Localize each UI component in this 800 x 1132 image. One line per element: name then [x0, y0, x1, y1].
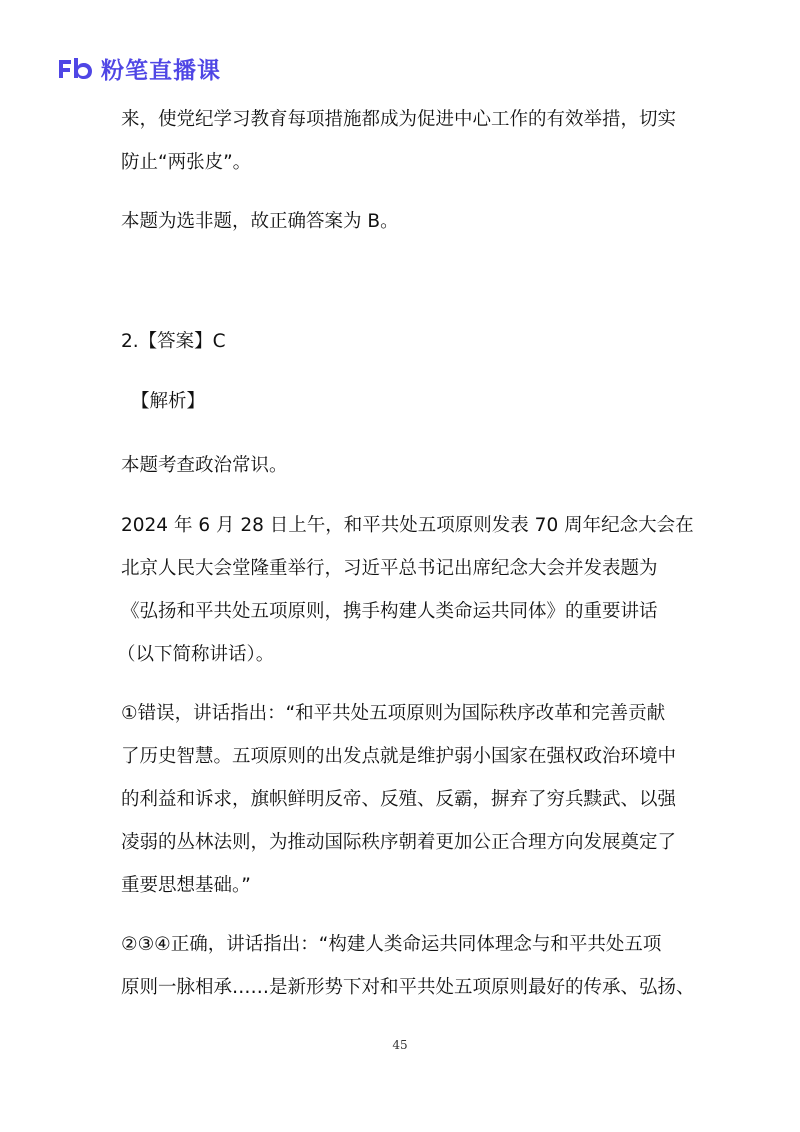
- text-line: 的利益和诉求，旗帜鲜明反帝、反殖、反霸，摒弃了穷兵黩武、以强: [121, 789, 677, 810]
- text-line: 本题考查政治常识。: [121, 455, 288, 476]
- text-line: （以下简称讲话）。: [117, 644, 275, 665]
- text-line: 来，使党纪学习教育每项措施都成为促进中心工作的有效举措，切实: [121, 109, 677, 130]
- header-logo: [57, 52, 221, 84]
- answer-heading: 2.【答案】C: [121, 331, 226, 352]
- text-line: 原则一脉相承……是新形势下对和平共处五项原则最好的传承、弘扬、: [121, 977, 695, 998]
- text-line: 本题为选非题，故正确答案为 B。: [121, 211, 399, 232]
- text-line: 防止“两张皮”。: [121, 152, 252, 173]
- text-line: ①错误，讲话指出：“和平共处五项原则为国际秩序改革和完善贡献: [121, 703, 666, 724]
- text-line: 了历史智慧。五项原则的出发点就是维护弱小国家在强权政治环境中: [121, 746, 677, 767]
- analysis-heading: 【解析】: [131, 391, 206, 412]
- fb-logo-icon: [57, 56, 93, 80]
- text-line: 北京人民大会堂隆重举行，习近平总书记出席纪念大会并发表题为: [121, 558, 658, 579]
- text-line: 《弘扬和平共处五项原则，携手构建人类命运共同体》的重要讲话: [121, 601, 658, 622]
- logo-text: 粉笔直播课: [101, 57, 221, 84]
- text-line: 重要思想基础。”: [121, 875, 251, 896]
- text-line: ②③④正确，讲话指出：“构建人类命运共同体理念与和平共处五项: [121, 934, 662, 955]
- text-line: 凌弱的丛林法则，为推动国际秩序朝着更加公正合理方向发展奠定了: [121, 832, 677, 853]
- text-line: 2024 年 6 月 28 日上午，和平共处五项原则发表 70 周年纪念大会在: [121, 515, 694, 536]
- page-number: 45: [392, 1038, 408, 1052]
